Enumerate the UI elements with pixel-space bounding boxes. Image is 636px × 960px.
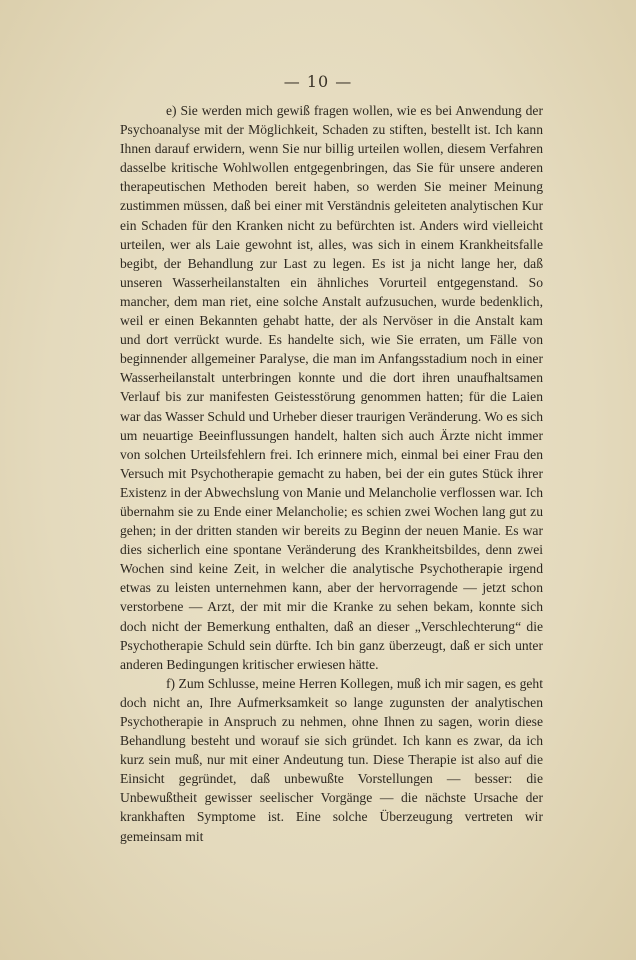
paragraph-e: e) Sie werden mich gewiß fragen wollen, wie es bei Anwendung der Psychoanalyse mit der Möglichkeit, Schaden zu stiften, bestellt ist. Ich kann Ihnen darauf erwidern, wenn Sie nur billig urteilen wollen, diesem Verfahren dasselbe kritische Wohlwollen entgegenbringen, das Sie für unsere anderen therapeutischen Methoden bereit haben, so werden Sie meiner Meinung zustimmen müssen, daß bei einer mit Verständnis geleiteten analytischen Kur ein Schaden für den Kranken nicht zu befürchten ist. Anders wird vielleicht urteilen, wer als Laie gewohnt ist, alles, was sich in einem Krankheitsfalle begibt, der Behandlung zur Last zu legen. Es ist ja nicht lange her, daß unseren Wasserheilanstalten ein ähnliches Vorurteil entgegenstand. So mancher, dem man riet, eine solche Anstalt aufzusuchen, wurde bedenklich, weil er einen Bekannten gehabt hatte, der als Nervöser in die Anstalt kam und dort verrückt wurde. Es handelte sich, wie Sie erraten, um Fälle von beginnender allgemeiner Paralyse, die man im Anfangsstadium noch in einer Wasserheilanstalt unterbringen konnte und die dort ihren unaufhaltsamen Verlauf bis zur manifesten Geistesstörung genommen hatten; für die Laien war das Wasser Schuld und Urheber dieser traurigen Veränderung. Wo es sich um neuartige Beeinflussungen handelt, halten sich auch Ärzte nicht immer von solchen Urteilsfehlern frei. Ich erinnere mich, einmal bei einer Frau den Versuch mit Psychotherapie gemacht zu haben, bei der ein gutes Stück ihrer Existenz in der Abwechslung von Manie und Melancholie verflossen war. Ich übernahm sie zu Ende einer Melancholie; es schien zwei Wochen lang gut zu gehen; in der dritten standen wir bereits zu Beginn der neuen Manie. Es war dies sicherlich eine spontane Veränderung des Krankheitsbildes, denn zwei Wochen sind keine Zeit, in welcher die analytische Psychotherapie irgend etwas zu leisten unternehmen kann, aber der hervorragende — jetzt schon verstorbene — Arzt, der mit mir die Kranke zu sehen bekam, konnte sich doch nicht der Bemerkung enthalten, daß an dieser „Verschlechterung“ die Psychotherapie Schuld sein dürfte. Ich bin ganz überzeugt, daß er sich unter anderen Bedingungen kritischer erwiesen hätte. <box>120 103 543 672</box>
paragraph-f: f) Zum Schlusse, meine Herren Kollegen, muß ich mir sagen, es geht doch nicht an, Ihre Aufmerksamkeit so lange zugunsten der analytischen Psychotherapie in Anspruch zu nehmen, ohne Ihnen zu sagen, worin diese Behandlung besteht und worauf sie sich gründet. Ich kann es zwar, da ich kurz sein muß, nur mit einer Andeutung tun. Diese Therapie ist also auf die Einsicht gegründet, daß unbewußte Vorstellungen — besser: die Unbewußtheit gewisser seelischer Vorgänge — die nächste Ursache der krankhaften Symptome ist. Eine solche Überzeugung vertreten wir gemeinsam mit <box>120 675 543 844</box>
body-text <box>120 101 543 846</box>
page-number: — 10 — <box>283 72 353 91</box>
